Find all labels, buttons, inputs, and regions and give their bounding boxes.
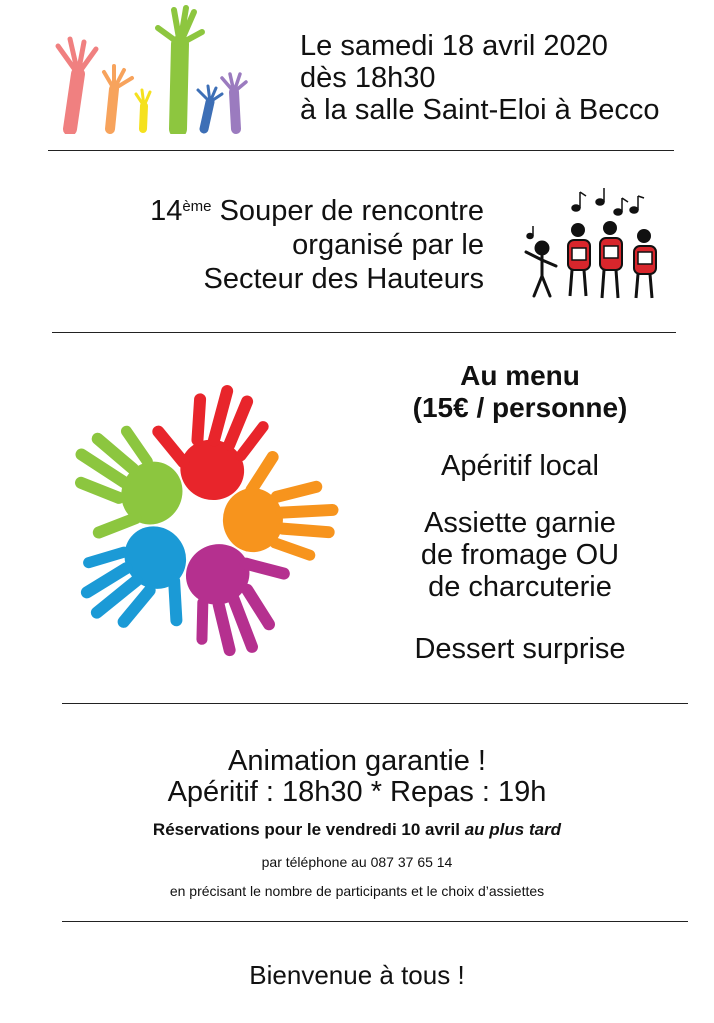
menu-item-assiette bbox=[370, 507, 670, 603]
menu-item-aperitif: Apéritif local bbox=[441, 450, 599, 482]
souper-number: 14 bbox=[150, 195, 183, 227]
menu-assiette-line2: de fromage OU bbox=[420, 539, 620, 571]
welcome-message: Bienvenue à tous ! bbox=[249, 960, 465, 990]
singing-choir-icon bbox=[516, 186, 666, 306]
menu-price: (15€ / personne) bbox=[412, 392, 628, 423]
souper-line2: organisé par le bbox=[292, 229, 484, 261]
event-date: Le samedi 18 avril 2020 bbox=[300, 30, 608, 62]
menu-title-line1: Au menu bbox=[460, 360, 580, 391]
event-place: à la salle Saint-Eloi à Becco bbox=[300, 94, 660, 126]
hands-circle-icon bbox=[48, 378, 348, 668]
menu-title bbox=[370, 360, 670, 424]
reservation-deadline bbox=[0, 820, 714, 840]
divider bbox=[62, 921, 688, 922]
souper-superscript: ème bbox=[182, 198, 212, 215]
souper-line1: Souper de rencontre bbox=[219, 195, 484, 227]
souper-title bbox=[60, 194, 484, 296]
reservation-emphasis: au plus tard bbox=[464, 820, 562, 839]
animation-line: Animation garantie ! bbox=[228, 745, 486, 777]
reservation-text: Réservations pour le vendredi 10 avril bbox=[152, 820, 465, 839]
divider bbox=[52, 332, 676, 333]
menu-item-dessert: Dessert surprise bbox=[414, 633, 626, 665]
menu-section bbox=[370, 360, 670, 665]
event-time: dès 18h30 bbox=[300, 62, 436, 94]
animation-info bbox=[0, 746, 714, 808]
menu-assiette-line1: Assiette garnie bbox=[424, 507, 616, 539]
schedule-line: Apéritif : 18h30 * Repas : 19h bbox=[167, 776, 547, 808]
raised-hands-icon bbox=[48, 4, 248, 134]
event-info bbox=[300, 30, 659, 126]
divider bbox=[48, 150, 674, 151]
souper-line3: Secteur des Hauteurs bbox=[203, 263, 484, 295]
divider bbox=[62, 703, 688, 704]
menu-assiette-line3: de charcuterie bbox=[428, 571, 612, 603]
reservation-note: en précisant le nombre de participants et le choix d’assiettes bbox=[169, 883, 545, 899]
reservation-phone: par téléphone au 087 37 65 14 bbox=[261, 854, 453, 870]
